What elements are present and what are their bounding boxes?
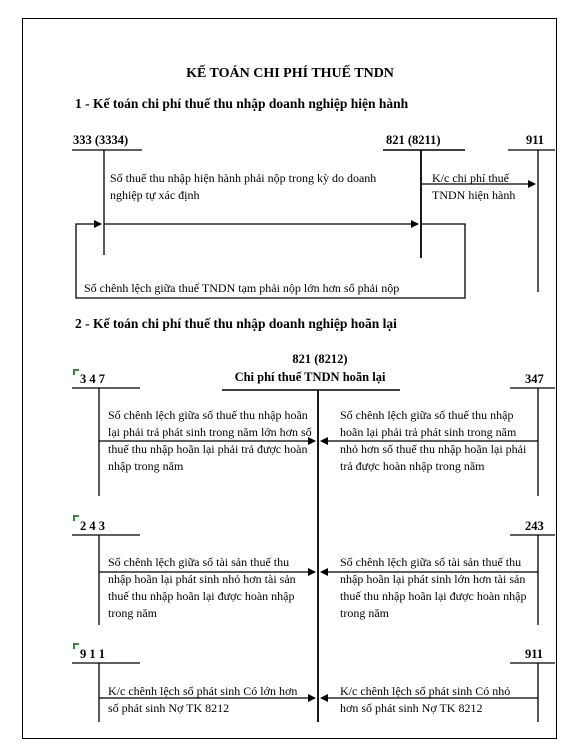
right-account-347: 347 (525, 372, 544, 386)
left-account-243: 2 4 3 (80, 519, 105, 533)
text-transfer-current-tax: K/c chi phí thuế TNDN hiện hành (432, 171, 516, 202)
left-text-347: Số chênh lệch giữa số thuế thu nhập hoãn lại phải trả phát sinh trong năm lớn hơn số thuế thu nhập hoãn lại phải trả được hoàn nhập trong năm (108, 408, 312, 473)
account-8212-label: 821 (8212) (292, 352, 348, 366)
right-text-911: K/c chênh lệch số phát sinh Có nhỏ hơn số phát sinh Nợ TK 8212 (340, 684, 511, 715)
right-text-347: Số chênh lệch giữa số thuế thu nhập hoãn lại phải trả phát sinh trong năm nhỏ hơn số thuế thu nhập hoãn lại phải trả được hoàn nhập trong năm (340, 408, 527, 473)
right-text-243: Số chênh lệch giữa số tài sản thuế thu nhập hoãn lại phát sinh lớn hơn tài sản thuế thu nhập hoãn lại được hoàn nhập trong năm (340, 555, 527, 620)
left-text-911: K/c chênh lệch số phát sinh Có lớn hơn số phát sinh Nợ TK 8212 (108, 684, 298, 715)
account-333-label: 333 (3334) (73, 133, 129, 147)
deferred-tax-expense-label: Chi phí thuế TNDN hoãn lại (234, 370, 386, 384)
section2-heading: 2 - Kế toán chi phí thuế thu nhập doanh nghiệp hoãn lại (75, 316, 397, 331)
cell-marker (73, 369, 79, 375)
cell-marker (73, 643, 79, 649)
text-tax-difference: Số chênh lệch giữa thuế TNDN tạm phải nộp lớn hơn số phải nộp (84, 281, 400, 295)
left-account-347: 3 4 7 (80, 372, 105, 386)
right-account-243: 243 (525, 519, 544, 533)
cell-marker (73, 515, 79, 521)
left-text-243: Số chênh lệch giữa số tài sản thuế thu nhập hoãn lại phát sinh nhỏ hơn tài sản thuế thu nhập hoãn lại được hoàn nhập trong năm (108, 555, 296, 620)
section1-heading: 1 - Kế toán chi phí thuế thu nhập doanh nghiệp hiện hành (75, 96, 409, 111)
right-account-911: 911 (525, 647, 544, 661)
text-tax-payable: Số thuế thu nhập hiện hành phải nộp trong kỳ do doanh nghiệp tự xác định (110, 171, 377, 202)
left-account-911: 9 1 1 (80, 647, 105, 661)
account-911-label: 911 (526, 133, 545, 147)
page-title: KẾ TOÁN CHI PHÍ THUẾ TNDN (186, 66, 394, 81)
account-821-label: 821 (8211) (386, 133, 441, 147)
